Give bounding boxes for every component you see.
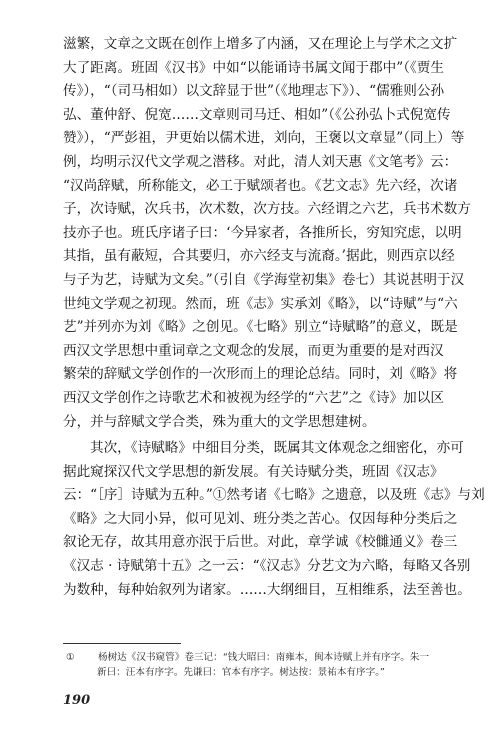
paragraph-1-line: 艺”并列亦为刘《略》之创见。《七略》别立“诗赋略”的意义，既是 (63, 319, 458, 336)
paragraph-2-line: 《略》之大同小异，似可见刘、班分类之苦心。仅因每种分类后之 (63, 510, 458, 527)
footnote-divider (63, 643, 181, 644)
paragraph-1-line: 弘、董仲舒、倪宽……文章则司马迁、相如”（《公孙弘卜式倪宽传 (63, 106, 451, 123)
footnote-marker: ① (66, 652, 75, 663)
paragraph-1-line: 传》），“（司马相如）以文辞显于世”（《地理志下》）、“儒雅则公孙 (63, 83, 445, 100)
footnote-text: 杨树达《汉书窥管》卷三记：“钱大昭曰：南雍本，闽本诗赋上并有序字。朱一 (98, 652, 430, 663)
paragraph-2-line: 《汉志 · 诗赋第十五》之一云：“《汉志》分艺文为六略，每略又各别 (63, 557, 471, 574)
paragraph-2 (63, 437, 485, 602)
paragraph-2-line: 云：“［序］诗赋为五种。”①然考诸《七略》之遗意，以及班《志》与刘 (63, 487, 485, 504)
paragraph-1-line: 大了距离。班固《汉书》中如“以能诵诗书属文闻于郡中”（《贾生 (63, 59, 444, 76)
paragraph-2-line: 叙论无存，故其用意亦泯于后世。对此，章学诚《校雠通义》卷三 (63, 534, 458, 551)
paragraph-1-line: 繁荣的辞赋文学创作的一次形而上的理论总结。同时，刘《略》将 (63, 366, 458, 383)
paragraph-1-line: 滋繁，文章之文既在创作上增多了内涵，又在理论上与学术之文扩 (63, 36, 458, 52)
footnote-line (63, 650, 441, 665)
paragraph-2-line: 为数种，每种始叙列为诸家。……大纲细目，互相维系，法至善也。 (63, 581, 471, 598)
paragraph-1-line: “汉尚辞赋，所称能文，必工于赋颂者也。《艺文志》先六经，次诸 (63, 177, 458, 194)
footnote (63, 650, 441, 680)
footnote-line: 新曰：汪本有序字。先谦曰：官本有序字。树达按：景祐本有序字。” (97, 667, 385, 678)
paragraph-1-line: 西汉文学思想中重词章之文观念的发展，而更为重要的是对西汉 (63, 342, 444, 359)
paragraph-1 (63, 33, 471, 434)
paragraph-1-line: 其指，虽有蔽短，合其要归，亦六经支与流裔。’据此，则西京以经 (63, 248, 455, 265)
paragraph-1-line: 子，次诗赋，次兵书，次术数，次方技。六经谓之六艺，兵书术数方 (63, 201, 471, 218)
paragraph-2-line: 据此窥探汉代文学思想的新发展。有关诗赋分类，班固《汉志》 (63, 463, 444, 480)
paragraph-1-line: 例，均明示汉代文学观之潜移。对此，清人刘天惠《文笔考》云： (63, 153, 458, 170)
paragraph-1-line: 世纯文学观之初现。然而，班《志》实承刘《略》，以“诗赋”与“六 (63, 295, 458, 312)
paragraph-1-line: 赞》），“严彭祖，尹更始以儒术进，刘向，王褒以文章显”（同上）等 (63, 130, 465, 147)
page-number: 190 (63, 693, 91, 708)
paragraph-1-line: 与子为艺，诗赋为文矣。”（引自《学海堂初集》卷七）其说甚明于汉 (63, 271, 465, 288)
paragraph-1-line: 技亦子也。班氏序诸子曰：‘今异家者，各推所长，穷知究虑，以明 (63, 224, 462, 241)
paragraph-1-line: 西汉文学创作之诗歌艺术和被视为经学的“六艺”之《诗》加以区 (63, 389, 444, 406)
paragraph-2-line: 其次，《诗赋略》中细目分类，既属其文体观念之细密化，亦可 (90, 440, 464, 456)
paragraph-1-line: 分，并与辞赋文学合类，殊为重大的文学思想建树。 (63, 413, 376, 430)
